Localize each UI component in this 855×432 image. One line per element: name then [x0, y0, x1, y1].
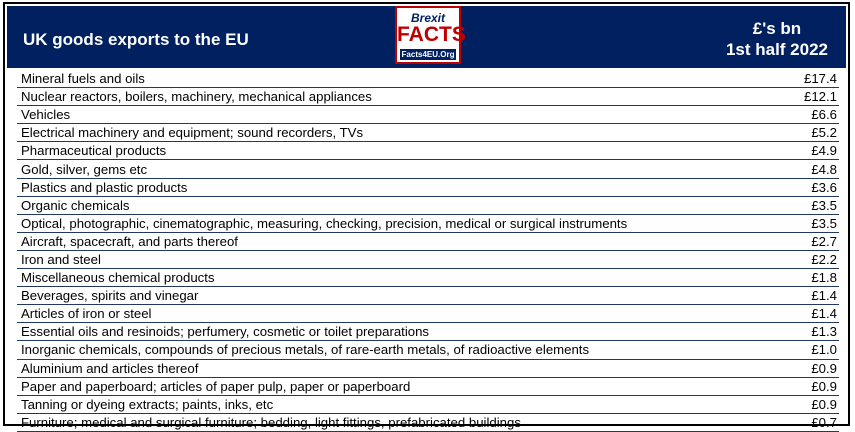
row-value: £4.9: [811, 143, 837, 159]
row-label: Aircraft, spacecraft, and parts thereof: [21, 233, 238, 249]
row-label: Articles of iron or steel: [21, 306, 152, 322]
row-value: £1.8: [811, 270, 837, 286]
row-value: £4.8: [811, 161, 837, 177]
table-row: [17, 215, 839, 233]
table-frame: [3, 2, 850, 430]
table-row: [17, 160, 839, 178]
brexit-facts-logo: [395, 6, 466, 64]
table-row: [17, 251, 839, 269]
row-label: Essential oils and resinoids; perfumery, cosmetic or toilet preparations: [21, 324, 430, 340]
row-label: Nuclear reactors, boilers, machinery, mechanical appliances: [21, 89, 372, 105]
units-line-currency: £'s bn: [752, 19, 802, 38]
row-value: £3.6: [811, 179, 837, 195]
logo-line-facts: FACTS: [397, 23, 466, 46]
table-row: [17, 287, 839, 305]
logo-line-brexit: Brexit: [410, 11, 445, 25]
units-header: [726, 18, 828, 60]
row-label: Optical, photographic, cinematographic, measuring, checking, precision, medical or surgical instruments: [21, 215, 628, 231]
row-label: Furniture; medical and surgical furniture; bedding, light fittings, prefabricated buildings: [21, 414, 521, 430]
row-label: Pharmaceutical products: [21, 143, 167, 159]
row-label: Vehicles: [21, 107, 71, 123]
table-row: [17, 233, 839, 251]
table-row: [17, 197, 839, 215]
table-row: [17, 124, 839, 142]
table-title: UK goods exports to the EU: [23, 30, 249, 49]
table-row: [17, 305, 839, 323]
row-value: £1.3: [811, 324, 837, 340]
row-label: Miscellaneous chemical products: [21, 270, 215, 286]
table-row: [17, 378, 839, 396]
row-label: Tanning or dyeing extracts; paints, inks, etc: [21, 396, 274, 412]
row-label: Plastics and plastic products: [21, 179, 188, 195]
row-value: £2.7: [811, 233, 837, 249]
table-row: [17, 179, 839, 197]
table-row: [17, 88, 839, 106]
row-value: £5.2: [811, 125, 837, 141]
row-value: £2.2: [811, 251, 837, 267]
row-label: Organic chemicals: [21, 197, 130, 213]
row-value: £3.5: [811, 197, 837, 213]
row-label: Mineral fuels and oils: [21, 71, 145, 87]
row-label: Inorganic chemicals, compounds of precious metals, of rare-earth metals, of radioactive elements: [21, 342, 590, 358]
table-header: [7, 6, 846, 68]
row-value: £3.5: [811, 215, 837, 231]
row-value: £1.0: [811, 342, 837, 358]
row-value: £6.6: [811, 107, 837, 123]
table-row: [17, 70, 839, 88]
row-value: £12.1: [803, 89, 837, 105]
row-label: Paper and paperboard; articles of paper pulp, paper or paperboard: [21, 378, 411, 394]
row-value: £0.7: [811, 414, 837, 430]
table-row: [17, 269, 839, 287]
table-row: [17, 341, 839, 359]
row-label: Iron and steel: [21, 251, 101, 267]
row-label: Aluminium and articles thereof: [21, 360, 199, 376]
table-body: [17, 70, 839, 432]
table-row: [17, 323, 839, 341]
row-label: Electrical machinery and equipment; sound recorders, TVs: [21, 125, 364, 141]
row-value: £1.4: [811, 288, 837, 304]
logo-line-url: Facts4EU.Org: [401, 50, 455, 59]
table-row: [17, 106, 839, 124]
table-row: [17, 360, 839, 378]
table-row: [17, 396, 839, 414]
row-value: £0.9: [811, 378, 837, 394]
row-value: £0.9: [811, 360, 837, 376]
row-label: Beverages, spirits and vinegar: [21, 288, 199, 304]
units-line-period: 1st half 2022: [725, 40, 828, 59]
row-value: £0.9: [811, 396, 837, 412]
table-row: [17, 142, 839, 160]
row-value: £1.4: [811, 306, 837, 322]
table-row: [17, 414, 839, 432]
row-label: Gold, silver, gems etc: [21, 161, 148, 177]
row-value: £17.4: [803, 71, 837, 87]
